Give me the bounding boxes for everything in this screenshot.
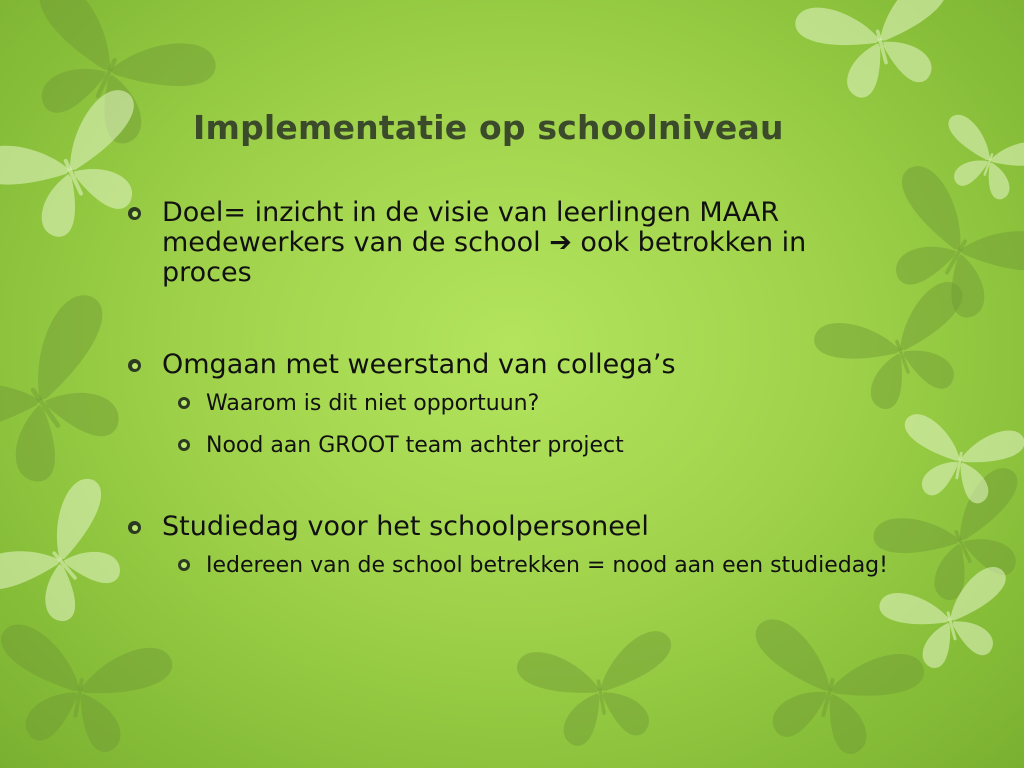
spacer <box>128 288 898 350</box>
bullet-text: Doel= inzicht in de visie van leerlingen MAAR medewerkers van de school <box>162 197 780 258</box>
arrow-icon: ➔ <box>549 227 572 258</box>
ring-bullet-icon <box>178 439 190 451</box>
bullet-item <box>128 512 898 542</box>
bullet-text: Omgaan met weerstand van collega’s <box>162 349 676 380</box>
bullet-item <box>128 198 898 288</box>
sub-bullet-item <box>128 434 898 458</box>
sub-bullet-text: Waarom is dit niet opportuun? <box>206 391 540 416</box>
sub-bullet-text: Iedereen van de school betrekken = nood aan een studiedag! <box>206 553 888 578</box>
ring-bullet-icon <box>128 207 141 220</box>
sub-bullet-item <box>128 554 896 578</box>
butterfly-icon <box>515 628 686 754</box>
ring-bullet-icon <box>178 397 190 409</box>
ring-bullet-icon <box>128 359 141 372</box>
spacer <box>128 458 898 512</box>
sub-bullet-text: Nood aan GROOT team achter project <box>206 433 624 458</box>
bullet-text: ook betrokken in proces <box>162 227 807 288</box>
sub-bullet-item <box>128 392 898 416</box>
slide-title: Implementatie op schoolniveau <box>193 108 784 147</box>
bullet-list <box>128 198 898 578</box>
bullet-text: Studiedag voor het schoolpersoneel <box>162 511 649 542</box>
bullet-item <box>128 350 898 380</box>
butterfly-icon <box>792 0 969 110</box>
butterfly-icon <box>0 622 175 762</box>
butterfly-icon <box>732 615 928 767</box>
ring-bullet-icon <box>178 559 190 571</box>
ring-bullet-icon <box>128 521 141 534</box>
